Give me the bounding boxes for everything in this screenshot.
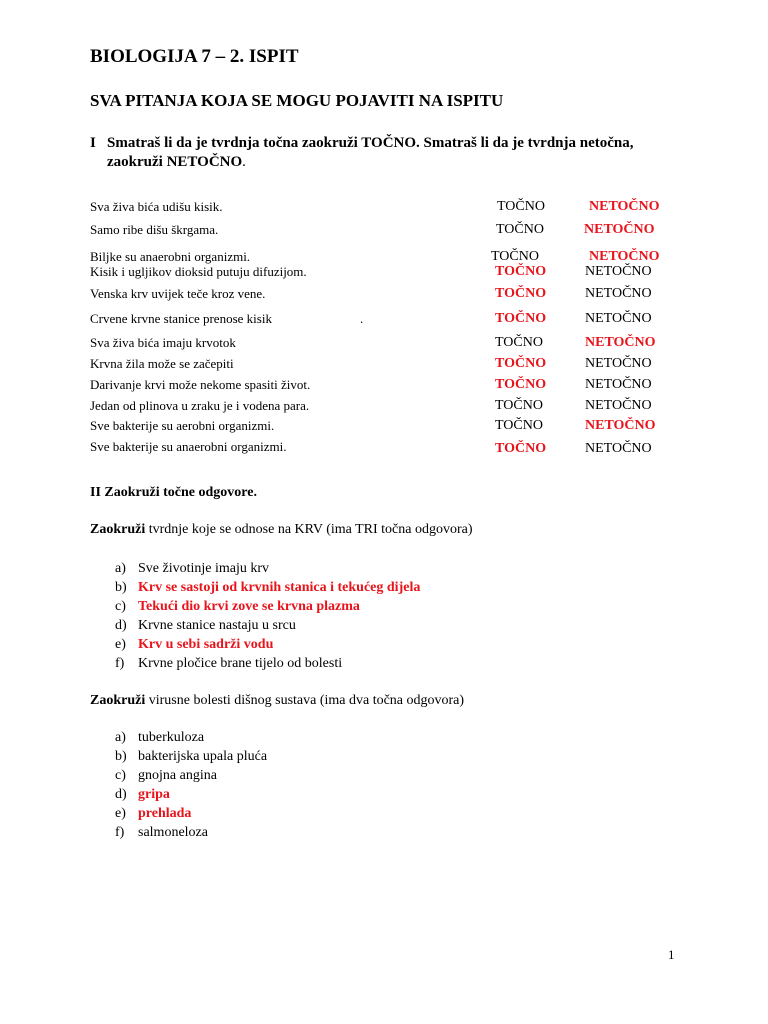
option-letter: d)	[115, 618, 127, 633]
statement-extra: .	[360, 311, 364, 326]
answer-true-option[interactable]: TOČNO	[495, 356, 547, 371]
section2-heading: II Zaokruži točne odgovore.	[90, 485, 257, 500]
option-letter: a)	[115, 561, 126, 576]
answer-false-option[interactable]: NETOČNO	[585, 286, 652, 301]
option-letter: d)	[115, 787, 127, 802]
answer-true-option[interactable]: TOČNO	[495, 377, 547, 392]
option-text: Krvne stanice nastaju u srcu	[138, 618, 296, 633]
option-letter: b)	[115, 580, 127, 595]
question-text	[90, 522, 473, 538]
option-text: gnojna angina	[138, 768, 217, 783]
section1-line2-bold: zaokruži NETOČNO	[107, 154, 243, 170]
answer-true-option[interactable]: TOČNO	[495, 264, 547, 279]
page-number: 1	[668, 947, 675, 962]
answer-false-option[interactable]: NETOČNO	[585, 311, 652, 326]
answer-true-option[interactable]: TOČNO	[495, 418, 543, 433]
question-body: virusne bolesti dišnog sustava (ima dva točna odgovora)	[145, 693, 465, 708]
option-text: Krv se sastoji od krvnih stanica i tekućeg dijela	[138, 580, 421, 595]
option-letter: b)	[115, 749, 127, 764]
page-title: BIOLOGIJA 7 – 2. ISPIT	[90, 46, 299, 67]
option-letter: f)	[115, 825, 125, 840]
answer-true-option[interactable]: TOČNO	[497, 199, 545, 214]
answer-false-option[interactable]: NETOČNO	[584, 222, 655, 237]
answer-false-option[interactable]: NETOČNO	[585, 335, 656, 350]
section1-line2-end: .	[242, 154, 246, 170]
answer-false-option[interactable]: NETOČNO	[585, 356, 652, 371]
statement-text: Sve bakterije su aerobni organizmi.	[90, 418, 275, 433]
option-text: Sve životinje imaju krv	[138, 561, 270, 576]
option-text: prehlada	[138, 806, 192, 821]
statement-text: Samo ribe dišu škrgama.	[90, 222, 219, 237]
statement-text: Kisik i ugljikov dioksid putuju difuzijom.	[90, 264, 307, 279]
option-letter: c)	[115, 768, 126, 783]
answer-true-option[interactable]: TOČNO	[495, 335, 543, 350]
statement-text: Sve bakterije su anaerobni organizmi.	[90, 439, 287, 454]
option-text: tuberkuloza	[138, 730, 205, 745]
section1-number: I	[90, 135, 96, 151]
answer-false-option[interactable]: NETOČNO	[585, 377, 652, 392]
page-subtitle: SVA PITANJA KOJA SE MOGU POJAVITI NA ISPITU	[90, 91, 504, 110]
answer-true-option[interactable]: TOČNO	[491, 249, 539, 264]
question-lead: Zaokruži	[90, 693, 146, 708]
option-text: Krvne pločice brane tijelo od bolesti	[138, 656, 343, 671]
option-text: Krv u sebi sadrži vodu	[138, 637, 274, 652]
statement-text: Darivanje krvi može nekome spasiti život.	[90, 377, 311, 392]
answer-true-option[interactable]: TOČNO	[495, 398, 543, 413]
question-body: tvrdnje koje se odnose na KRV (ima TRI točna odgovora)	[145, 522, 473, 537]
answer-false-option[interactable]: NETOČNO	[585, 441, 652, 456]
answer-false-option[interactable]: NETOČNO	[585, 418, 656, 433]
option-letter: e)	[115, 806, 126, 821]
answer-false-option[interactable]: NETOČNO	[589, 249, 660, 264]
option-letter: e)	[115, 637, 126, 652]
option-text: salmoneloza	[138, 825, 208, 840]
statement-text: Biljke su anaerobni organizmi.	[90, 249, 251, 264]
option-letter: a)	[115, 730, 126, 745]
answer-false-option[interactable]: NETOČNO	[585, 264, 652, 279]
statement-text: Crvene krvne stanice prenose kisik	[90, 311, 272, 326]
option-letter: f)	[115, 656, 125, 671]
answer-false-option[interactable]: NETOČNO	[589, 199, 660, 214]
option-letter: c)	[115, 599, 126, 614]
option-text: gripa	[138, 787, 170, 802]
section1-line2	[107, 153, 246, 172]
question-lead: Zaokruži	[90, 522, 146, 537]
statement-text: Krvna žila može se začepiti	[90, 356, 234, 371]
statement-text: Venska krv uvijek teče kroz vene.	[90, 286, 266, 301]
question-text	[90, 693, 464, 709]
answer-false-option[interactable]: NETOČNO	[585, 398, 652, 413]
answer-true-option[interactable]: TOČNO	[495, 311, 547, 326]
answer-true-option[interactable]: TOČNO	[496, 222, 544, 237]
option-text: bakterijska upala pluća	[138, 749, 268, 764]
answer-true-option[interactable]: TOČNO	[495, 286, 547, 301]
statement-text: Jedan od plinova u zraku je i vodena para.	[90, 398, 310, 413]
answer-true-option[interactable]: TOČNO	[495, 441, 547, 456]
option-text: Tekući dio krvi zove se krvna plazma	[138, 599, 360, 614]
section1-line1: Smatraš li da je tvrdnja točna zaokruži TOČNO. Smatraš li da je tvrdnja netočna,	[107, 135, 634, 151]
statement-text: Sva živa bića udišu kisik.	[90, 199, 223, 214]
statement-text: Sva živa bića imaju krvotok	[90, 335, 236, 350]
